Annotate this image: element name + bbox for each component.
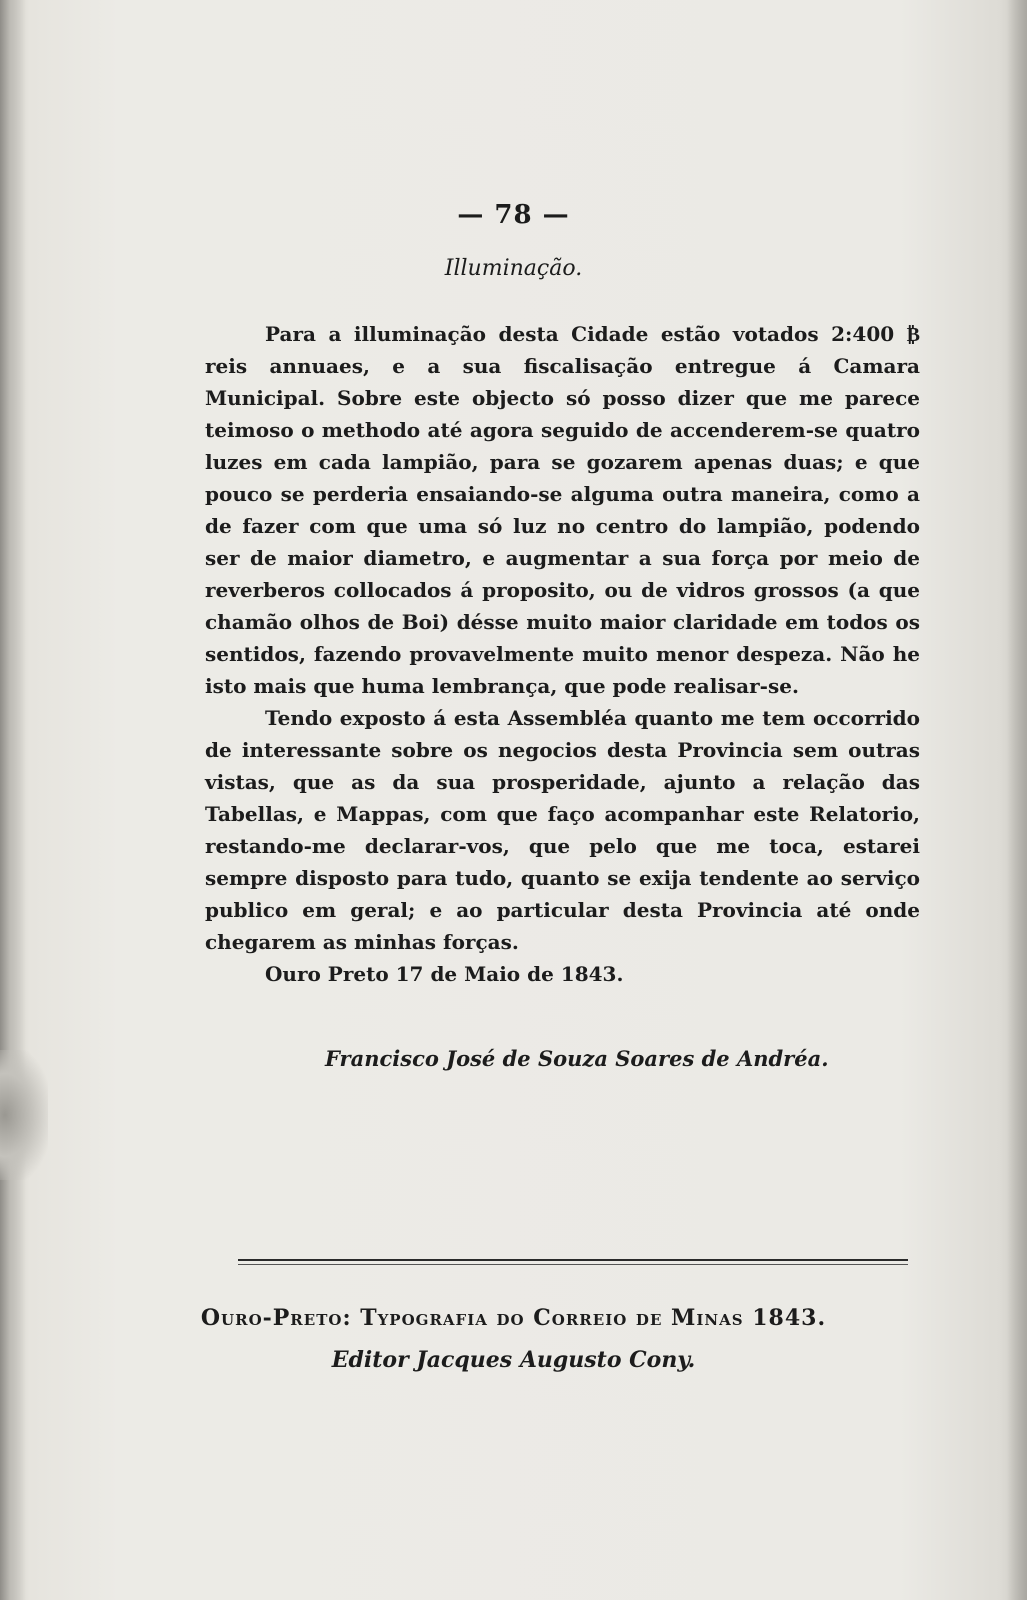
dateline: Ouro Preto 17 de Maio de 1843. <box>265 962 624 986</box>
divider-rule <box>238 1259 908 1261</box>
editor-line: Editor Jacques Augusto Cony. <box>331 1347 696 1373</box>
paragraph-illumination: Para a illuminação desta Cidade estão votados 2:400 ₿ reis annuaes, e a sua fiscalisação entregue á Camara Municipal. Sobre este objecto só posso dizer que me parece teimoso o methodo até agora seguido de accenderem-se quatro luzes em cada lampião, para se gozarem apenas duas; e que pouco se perderia ensaiando-se alguma outra maneira, como a de fazer com que uma só luz no centro do lampião, podendo ser de maior diametro, e augmentar a sua força por meio de reverberos collocados á proposito, ou de vidros grossos (a que chamão olhos de Boi) désse muito maior claridade em todos os sentidos, fazendo provavelmente muito menor despeza. Não he isto mais que huma lembrança, que pode realisar-se. <box>205 322 920 698</box>
paper-stain <box>0 1050 48 1180</box>
printer-imprint: Ouro-Preto: Typografia do Correio de Minas 1843. <box>200 1305 827 1331</box>
paragraph-closing: Tendo exposto á esta Assembléa quanto me tem occorrido de interessante sobre os negocios desta Provincia sem outras vistas, que as da sua prosperidade, ajunto a relação das Tabellas, e Mappas, com que faço acompanhar este Relatorio, restando-me declarar-vos, que pelo que me toca, estarei sempre disposto para tudo, quanto se exija tendente ao serviço publico em geral; e ao particular desta Provincia até onde chegarem as minhas forças. <box>205 706 920 954</box>
section-title: Illuminação. <box>444 256 583 281</box>
body-text <box>205 318 920 990</box>
signature: Francisco José de Souza Soares de Andréa. <box>325 1046 829 1071</box>
page-number: — 78 — <box>457 200 570 230</box>
divider-rule-thin <box>238 1264 908 1265</box>
